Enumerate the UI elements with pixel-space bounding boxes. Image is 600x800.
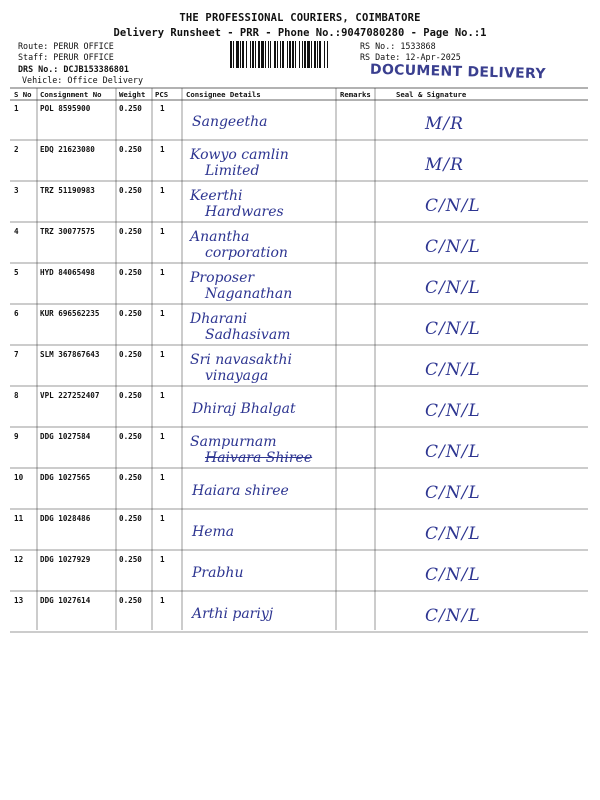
consignee-handwriting: Sangeetha [192,114,268,130]
row-weight: 0.250 [119,514,142,523]
signature-handwriting: C/N/L [425,319,481,339]
row-weight: 0.250 [119,596,142,605]
signature-handwriting: C/N/L [425,360,481,380]
row-consignment-no: DDG 1027614 [40,596,91,605]
col-consignee: Consignee Details [186,90,261,99]
row-sno: 1 [14,104,19,113]
row-weight: 0.250 [119,473,142,482]
row-sno: 12 [14,555,24,564]
consignee-handwriting-1: Sri navasakthi [190,352,292,368]
consignee-handwriting-1: Dharani [190,311,248,327]
consignee-handwriting-2: Naganathan [205,286,293,302]
col-seal: Seal & Signature [396,90,467,99]
runsheet-title: Delivery Runsheet - PRR - Phone No.:9047080280 - Page No.:1 [113,27,487,39]
consignee-handwriting: Prabhu [192,565,244,581]
row-sno: 4 [14,227,19,236]
row-consignment-no: EDQ 21623080 [40,145,95,154]
row-weight: 0.250 [119,268,142,277]
consignee-handwriting-2: Haivara Shiree [205,450,313,466]
row-pcs: 1 [160,268,165,277]
row-pcs: 1 [160,145,165,154]
row-pcs: 1 [160,104,165,113]
row-sno: 6 [14,309,19,318]
row-consignment-no: VPL 227252407 [40,391,100,400]
signature-handwriting: C/N/L [425,196,481,216]
row-consignment-no: HYD 84065498 [40,268,95,277]
rs-number: RS No.: 1533868 [360,41,436,51]
row-sno: 9 [14,432,19,441]
row-consignment-no: TRZ 30077575 [40,227,95,236]
row-consignment-no: DDG 1027584 [40,432,91,441]
row-weight: 0.250 [119,350,142,359]
row-pcs: 1 [160,391,165,400]
consignee-handwriting-2: corporation [205,245,288,261]
company-title: THE PROFESSIONAL COURIERS, COIMBATORE [179,12,421,24]
col-weight: Weight [119,90,146,99]
row-weight: 0.250 [119,186,142,195]
row-weight: 0.250 [119,391,142,400]
row-pcs: 1 [160,350,165,359]
drs-number: DRS No.: DCJB153386801 [18,64,129,74]
signature-handwriting: C/N/L [425,565,481,585]
row-consignment-no: KUR 696562235 [40,309,100,318]
consignee-handwriting-1: Anantha [190,229,250,245]
row-consignment-no: SLM 367867643 [40,350,100,359]
vehicle-label: Vehicle: Office Delivery [22,75,144,85]
col-remarks: Remarks [340,90,371,99]
row-pcs: 1 [160,473,165,482]
route-label: Route: PERUR OFFICE [18,41,114,51]
row-sno: 7 [14,350,19,359]
consignee-handwriting-1: Keerthi [190,188,243,204]
consignee-handwriting-1: Sampurnam [190,434,277,450]
consignee-handwriting-2: Sadhasivam [205,327,291,343]
consignee-handwriting-1: Kowyo camlin [190,147,289,163]
row-consignment-no: TRZ 51190983 [40,186,95,195]
row-weight: 0.250 [119,555,142,564]
staff-label: Staff: PERUR OFFICE [18,52,114,62]
row-pcs: 1 [160,227,165,236]
consignee-handwriting: Dhiraj Bhalgat [192,401,296,417]
signature-handwriting: M/R [425,114,464,134]
col-consignment: Consignment No [40,90,102,99]
signature-handwriting: C/N/L [425,442,481,462]
row-sno: 10 [14,473,24,482]
row-pcs: 1 [160,596,165,605]
consignee-handwriting-2: Limited [205,163,260,179]
signature-handwriting: C/N/L [425,237,481,257]
rs-date: RS Date: 12-Apr-2025 [360,52,461,62]
row-weight: 0.250 [119,309,142,318]
row-pcs: 1 [160,432,165,441]
signature-handwriting: C/N/L [425,524,481,544]
row-pcs: 1 [160,514,165,523]
row-consignment-no: DDG 1028486 [40,514,91,523]
row-sno: 11 [14,514,24,523]
consignee-handwriting-2: Hardwares [205,204,284,220]
row-consignment-no: POL 8595900 [40,104,91,113]
row-weight: 0.250 [119,432,142,441]
consignee-handwriting: Arthi pariyj [192,606,274,622]
row-consignment-no: DDG 1027929 [40,555,91,564]
row-sno: 5 [14,268,19,277]
row-sno: 13 [14,596,24,605]
signature-handwriting: C/N/L [425,483,481,503]
signature-handwriting: M/R [425,155,464,175]
row-pcs: 1 [160,555,165,564]
signature-handwriting: C/N/L [425,401,481,421]
col-sno: S No [14,90,32,99]
row-sno: 3 [14,186,19,195]
row-weight: 0.250 [119,227,142,236]
consignee-handwriting-1: Proposer [190,270,255,286]
row-pcs: 1 [160,186,165,195]
row-weight: 0.250 [119,145,142,154]
col-pcs: PCS [155,90,169,99]
document-delivery-stamp: DOCUMENT DELIVERY [369,61,546,83]
signature-handwriting: C/N/L [425,606,481,626]
row-sno: 2 [14,145,19,154]
row-pcs: 1 [160,309,165,318]
row-sno: 8 [14,391,19,400]
row-weight: 0.250 [119,104,142,113]
consignee-handwriting: Hema [192,524,235,540]
signature-handwriting: C/N/L [425,278,481,298]
consignee-handwriting: Haiara shiree [192,483,289,499]
consignee-handwriting-2: vinayaga [205,368,269,384]
row-consignment-no: DDG 1027565 [40,473,91,482]
